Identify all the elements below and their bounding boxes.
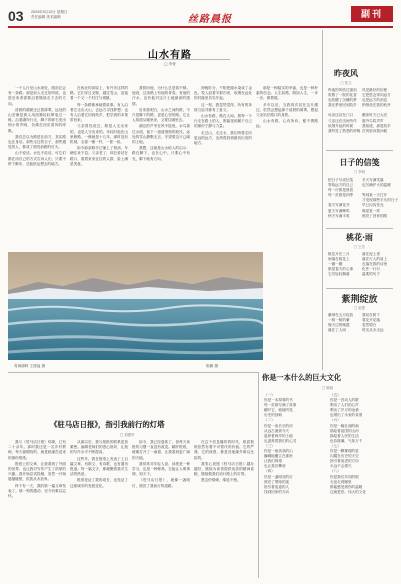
verse-line: 炊烟升起的时候 xyxy=(328,123,354,128)
issue-meta xyxy=(31,10,101,19)
verse-line: 落在泥土里 xyxy=(362,252,380,256)
main-article-byline: □ 李萱 xyxy=(164,62,176,66)
verse-line: 你是一条长长的河 xyxy=(264,423,293,428)
verse-line: 把日子写成信笺 xyxy=(328,178,354,182)
masthead xyxy=(8,6,393,28)
verse-line: 像天边的晚霞 xyxy=(328,323,350,328)
poem-2-author: □ 李明 xyxy=(353,170,366,174)
paragraph: 终于有一天，我的第一篇文章发表了。那一刻的激动，至今仍难以忘怀。 xyxy=(8,483,66,499)
paragraph: 如今，我已经退休了，但每天读报的习惯一直没有改变。翻开报纸，就像打开了一扇窗，让我看到更广阔的天地。 xyxy=(132,440,190,460)
verse-line: 像星星一样 xyxy=(362,208,380,213)
verse-line: 看花开花落 xyxy=(362,318,380,323)
paragraph: 从那以后，我与报纸的联系更加紧密。编辑老师们的悉心指导，让我的写作水平不断提高。 xyxy=(70,440,128,455)
paragraph: 走过山，走过水，我们终将走向更远的远方，也终将回到最初出发的地方。 xyxy=(194,130,252,146)
verse-line: 你是一颗璀璨的星 xyxy=(330,449,359,454)
paragraph: 报纸见证了我的成长，也见证了这座城市的发展变化。 xyxy=(70,478,128,488)
verse-line: 你是一首动人的歌 xyxy=(330,398,359,403)
verse-line: 指引着迷途的人 xyxy=(264,484,290,489)
verse-line: 历史的回响 xyxy=(264,413,282,418)
poem-4-verses-left xyxy=(328,313,353,333)
verse-line: 温柔的句子 xyxy=(362,272,380,277)
verse-line: 紫荆在五月绽放 xyxy=(328,313,354,317)
lower-article-column-3 xyxy=(132,440,190,578)
verse-line: 也落在我的诗里 xyxy=(362,262,388,267)
verse-line: 我在梦里回到故乡 xyxy=(328,103,357,108)
newspaper-name: 丝路晨报 xyxy=(188,14,232,25)
poem-4-title: 紫荆绽放 xyxy=(341,295,378,305)
stanza-number: （四） xyxy=(264,469,275,474)
header-rule xyxy=(8,26,393,28)
lower-article-column-2 xyxy=(70,440,128,578)
poem-3-title: 桃花·雨 xyxy=(346,232,373,242)
verse-line: 落在了人间 xyxy=(328,328,346,333)
paragraph: 在这个信息爆炸的时代，纸质报纸依然有着不可替代的价值。它的严谨、它的深度，都是其他媒介难以比拟的。 xyxy=(194,440,254,460)
lower-article-column-4 xyxy=(194,440,254,578)
verse-line: 无论走到哪里 xyxy=(330,479,352,484)
poem-2-verses-left xyxy=(328,178,353,219)
verse-line: 闪耀在历史的天空 xyxy=(330,454,359,459)
verse-line: 落在行人的肩上 xyxy=(362,257,388,262)
main-article-title: 山水有路 xyxy=(148,50,192,61)
stanza-number: （八） xyxy=(330,469,341,474)
paragraph: 这些年，我在报纸上发表了上百篇文章，有散文、有诗歌，也有通讯报道。每一篇文字，都凝聚着我对生活的热爱。 xyxy=(70,456,128,477)
paragraph: 报纸上的文章，让我看到了外面的世界，也让我对写作产生了浓厚的兴趣。我开始尝试投稿，虽然一开始屡屡碰壁，但我从未放弃。 xyxy=(8,461,66,482)
verse-line: 春天写满花开 xyxy=(328,203,350,208)
verse-line: 照亮了回家的路 xyxy=(362,213,388,218)
issue-date: 2024年5月12日 星期日 xyxy=(31,10,68,14)
paragraph: 每一条路都承载着故事。有人沿着它走出大山，去远方寻找梦想；也有人沿着它回到故乡，把学到的本领带回来。 xyxy=(70,102,128,123)
main-article-column-1 xyxy=(8,86,66,246)
verse-line: 你是我们共同的根 xyxy=(330,474,359,479)
verse-line: 它们轻轻飘落 xyxy=(328,272,350,277)
stanza-number: （五） xyxy=(330,393,341,397)
stanza-number: （三） xyxy=(264,443,275,448)
paragraph: 我衷心祝愿《驻马店日报》越办越好，继续为读者提供优质的精神食粮，继续做我们前行路上的灯塔。 xyxy=(194,461,254,477)
right-poem-left-column xyxy=(264,393,296,495)
verse-line: 夏天写满蝉鸣 xyxy=(328,208,350,213)
panel-rule xyxy=(326,288,393,289)
paragraph: 愿这份情缘，绵延不绝。 xyxy=(201,478,241,483)
verse-line: 也把远方的消息 xyxy=(362,98,388,103)
verse-line: 在风里向我问候 xyxy=(362,128,388,133)
poem-4-author: □ 赵强 xyxy=(353,306,366,310)
main-article-column-5 xyxy=(256,86,318,246)
verse-line: 找到回家的方向 xyxy=(264,489,290,494)
verse-line: 都能感受到你的温暖 xyxy=(330,484,363,489)
paragraph: 山不说话，水也不说话，可它们都在用自己的方式告诉人们，只要不停下脚步，总能抵达想去的地方。 xyxy=(8,151,66,166)
verse-line: 也让我们攀登 xyxy=(264,464,286,469)
verse-line: 窗外鸟鸣声声 xyxy=(362,118,384,123)
verse-line: 这就是你，伟大的文化 xyxy=(330,489,366,494)
verse-line: 让我们仰望 xyxy=(264,459,282,464)
verse-line: 滋养着两岸的土地 xyxy=(264,433,293,438)
photo-credit: 陈鹏 摄 xyxy=(206,364,218,368)
verse-line: 秋天写满丰收 xyxy=(328,213,350,218)
verse-line: 早已闪闪发光 xyxy=(362,203,384,208)
verse-line: 雨落在桃花上 xyxy=(328,257,350,262)
paragraph: 这一刻，我忽然觉得，所有的奔波与追寻都有了意义。 xyxy=(194,102,252,112)
verse-line: 时光从未走远 xyxy=(362,328,384,333)
verse-line: 你是一本厚厚的书 xyxy=(264,398,293,403)
poem-1-author: □ 张文 xyxy=(340,81,352,85)
verse-line: 都是春天的心事 xyxy=(328,267,354,272)
verse-line: 你是一幅壮丽的画 xyxy=(330,423,359,428)
verse-line: 一瓣一瓣 xyxy=(328,262,343,267)
verse-line: 寄给远方的自己 xyxy=(328,183,354,188)
verse-line: 永远不会熄灭 xyxy=(330,464,352,469)
stanza-number: （六） xyxy=(330,418,341,423)
main-article-column-2 xyxy=(70,86,128,246)
verse-line: 也写满炉火的温暖 xyxy=(362,183,391,188)
poem-1-title: 昨夜风 xyxy=(334,68,358,78)
verse-line: 你是一盏明亮的灯 xyxy=(264,474,293,479)
verse-line: 吹散了一院的花香 xyxy=(328,93,357,98)
poem-2-title: 日子的信笺 xyxy=(339,157,380,167)
stanza-number: （二） xyxy=(264,418,275,423)
verse-line: 昨夜的风吹过窗前 xyxy=(328,88,357,92)
paragraph: 父亲曾经说过，路是人走出来的，也是人守出来的。年轻时他在山里修路，一修就是十几年。那时没有机械，全靠一锤一钎，一筐一担。 xyxy=(70,124,128,145)
poem-4-verses-right xyxy=(362,313,384,333)
verse-line: 我听见了熟悉的呼唤 xyxy=(328,128,361,133)
verse-line: 描绘着祖国的山河 xyxy=(330,428,359,433)
verse-line: 冬天写满雪落 xyxy=(362,178,384,182)
poem-3-author: □ 王芳 xyxy=(353,245,366,249)
paragraph: 在西北的高原上，有许多这样的路。它们穿过戈壁，越过雪山，连接着一个又一个村庄与城镇。 xyxy=(70,86,128,101)
photo-caption: 青海湖畔 王德福 摄 xyxy=(14,364,46,368)
paragraph: 我曾问他，为什么总是看不够。他说，这条路上有他的青春，有他的汗水，也有他对这片土地最深的感情。 xyxy=(132,86,190,106)
verse-line: 每一页都是四季 xyxy=(328,193,354,198)
stanza-number: （七） xyxy=(330,443,341,448)
lower-article-byline: □ 刘建华 xyxy=(120,433,135,437)
section-rule xyxy=(8,372,258,373)
issue-editors: 责任编辑 美术编辑 xyxy=(31,14,61,19)
verse-line: 才发现那些平凡的日子 xyxy=(362,198,398,203)
verse-line: 忽然明白 xyxy=(362,323,377,328)
column-divider xyxy=(258,372,259,578)
poem-3-verses-right xyxy=(362,252,387,277)
paragraph: 我常常对年轻人说，读报是一种学习，也是一种修养。它能让人明事理、知天下。 xyxy=(132,461,190,477)
verse-line: 你是一座高高的山 xyxy=(264,449,293,454)
verse-line: 照亮了黑暗的夜 xyxy=(264,479,290,484)
verse-line: 描绘着人民的生活 xyxy=(330,433,359,438)
poem-1-verses-right xyxy=(362,88,391,134)
lower-article-title: 《驻马店日报》，指引我前行的灯塔 xyxy=(50,420,165,429)
main-article-column-3 xyxy=(132,86,190,246)
verse-line: 醒来时天已大亮 xyxy=(362,113,388,118)
verse-line: 悄悄放在我的枕旁 xyxy=(362,103,391,108)
verse-line: 一树一树的紫 xyxy=(328,318,350,323)
paragraph: 湖边的芦苇在风中摇曳，水鸟掠过水面，留下一道道细细的波纹。远处的雪山静默无言，守望着这片辽阔的土地。 xyxy=(132,124,190,145)
verse-line: 风是最好的信使 xyxy=(362,88,388,92)
column-divider xyxy=(322,30,323,370)
poem-3-verses-left xyxy=(328,252,353,277)
paragraph: 傍晚时分，夕阳把湖水染成了金色。牧人赶着羊群归来，炊烟在远处的村落里袅袅升起。 xyxy=(194,86,252,101)
verse-line: 巍峨地矗立在那里 xyxy=(264,454,293,459)
verse-line: 指引着前进的方向 xyxy=(330,459,359,464)
verse-line: 桃花开在三月 xyxy=(328,252,350,256)
verse-line: 父亲还在田间劳作 xyxy=(328,118,357,123)
paragraph: 山水有路，心有所向，便不惧路远。 xyxy=(256,119,318,129)
verse-line: 它把思念带向远方 xyxy=(362,93,391,98)
lake-landscape-photo xyxy=(8,252,263,360)
verse-line: 唱出了人们的心声 xyxy=(330,403,359,408)
page-number: 03 xyxy=(8,8,24,24)
paragraph: 后来我明白，山水之间的路，不只是脚下的路，更是心里的路。它让人知道从哪里来，又要往哪里去。 xyxy=(132,107,190,123)
verse-line: 也滋养着我们的心灵 xyxy=(264,438,297,443)
paragraph: 我们总以为路是在前方，其实路也在身后。那些走过的日子，那些遇见的人，都成了照亮前路的灯火。 xyxy=(8,134,66,150)
poem-2-verses-right xyxy=(362,178,398,219)
title-rule xyxy=(110,59,230,60)
verse-line: 化作一行行 xyxy=(362,267,380,272)
verse-line: 唱出了岁月的沧桑 xyxy=(330,408,359,413)
paragraph: 清晨的湖面还泛着薄雾，远处的山峦像是被人用淡墨轻轻晕染过一般。沿着湖岸行走，脚下的碎石发出细小的声响，仿佛在回应着风的呼吸。 xyxy=(8,107,66,133)
right-poem-author: □ 陈晓 xyxy=(321,386,334,390)
right-poem-right-column xyxy=(330,393,366,495)
stanza-number: （一） xyxy=(264,393,275,397)
paragraph: 《驻马店日报》，就像一盏明灯，照亮了我前行的道路。 xyxy=(132,478,190,488)
panel-rule xyxy=(326,150,393,151)
verse-line: 每一行都是晨昏 xyxy=(328,188,354,193)
paragraph: 一个人行至山水深处，眼前总会有一条路。那是前人走过的印痕，也是后来者需要沿着继续走下去的方向。 xyxy=(8,86,66,106)
verse-line: 翻开它，就能听见 xyxy=(264,408,293,413)
verse-line: 也吹醒了沉睡的梦 xyxy=(328,98,357,103)
landscape-image xyxy=(8,252,263,360)
main-article-column-4 xyxy=(194,86,252,246)
paragraph: 那是一种踏实的幸福，也是一种朴素的信念。人生如路，路如人生，一步一步，都算数。 xyxy=(256,86,318,101)
paragraph: 如今那条路早已铺上了柏油，车辆往来不息。父亲老了，却总爱站在路口，看着来来往往的人群，脸上满是笑意。 xyxy=(70,146,128,166)
paragraph: 我想，这就是山水给人的启示：路在脚下，也在心中。只要心中有光，脚下就有方向。 xyxy=(132,146,190,161)
panel-rule xyxy=(326,228,393,229)
verse-line: 我知道，那是故乡 xyxy=(362,123,391,128)
paragraph: 我与《驻马店日报》结缘，已有二十余年。那时我还是一名乡村教师，每天最期待的，就是邮递员送来的那份报纸。 xyxy=(8,440,66,460)
paragraph: 多年以后，当我再次站在这片湖边，依然会想起那个清晨的薄雾，想起父亲站在路口的身影。 xyxy=(256,102,318,118)
verse-line: 色彩斑斓，气象万千 xyxy=(330,438,363,443)
verse-line: 从远古流到今天 xyxy=(264,428,290,433)
section-tag: 副刊 xyxy=(351,6,393,22)
verse-line: 我站在树下 xyxy=(362,313,380,317)
verse-line: 每一页都写满了故事 xyxy=(264,403,297,408)
verse-line: 也唱出了未来的希望 xyxy=(330,413,363,418)
verse-line: 母亲还站在门口 xyxy=(328,113,354,118)
verse-line: 等到某一天打开 xyxy=(362,193,388,198)
paragraph: 山水有路，路在人间。愿每一个行走在路上的人，都能找到属于自己的那份宁静与力量。 xyxy=(194,114,252,129)
poem-1-verses-left xyxy=(328,88,360,134)
right-poem-title: 你是一本什么的巨大文化 xyxy=(262,373,342,382)
lower-article-column-1 xyxy=(8,440,66,578)
